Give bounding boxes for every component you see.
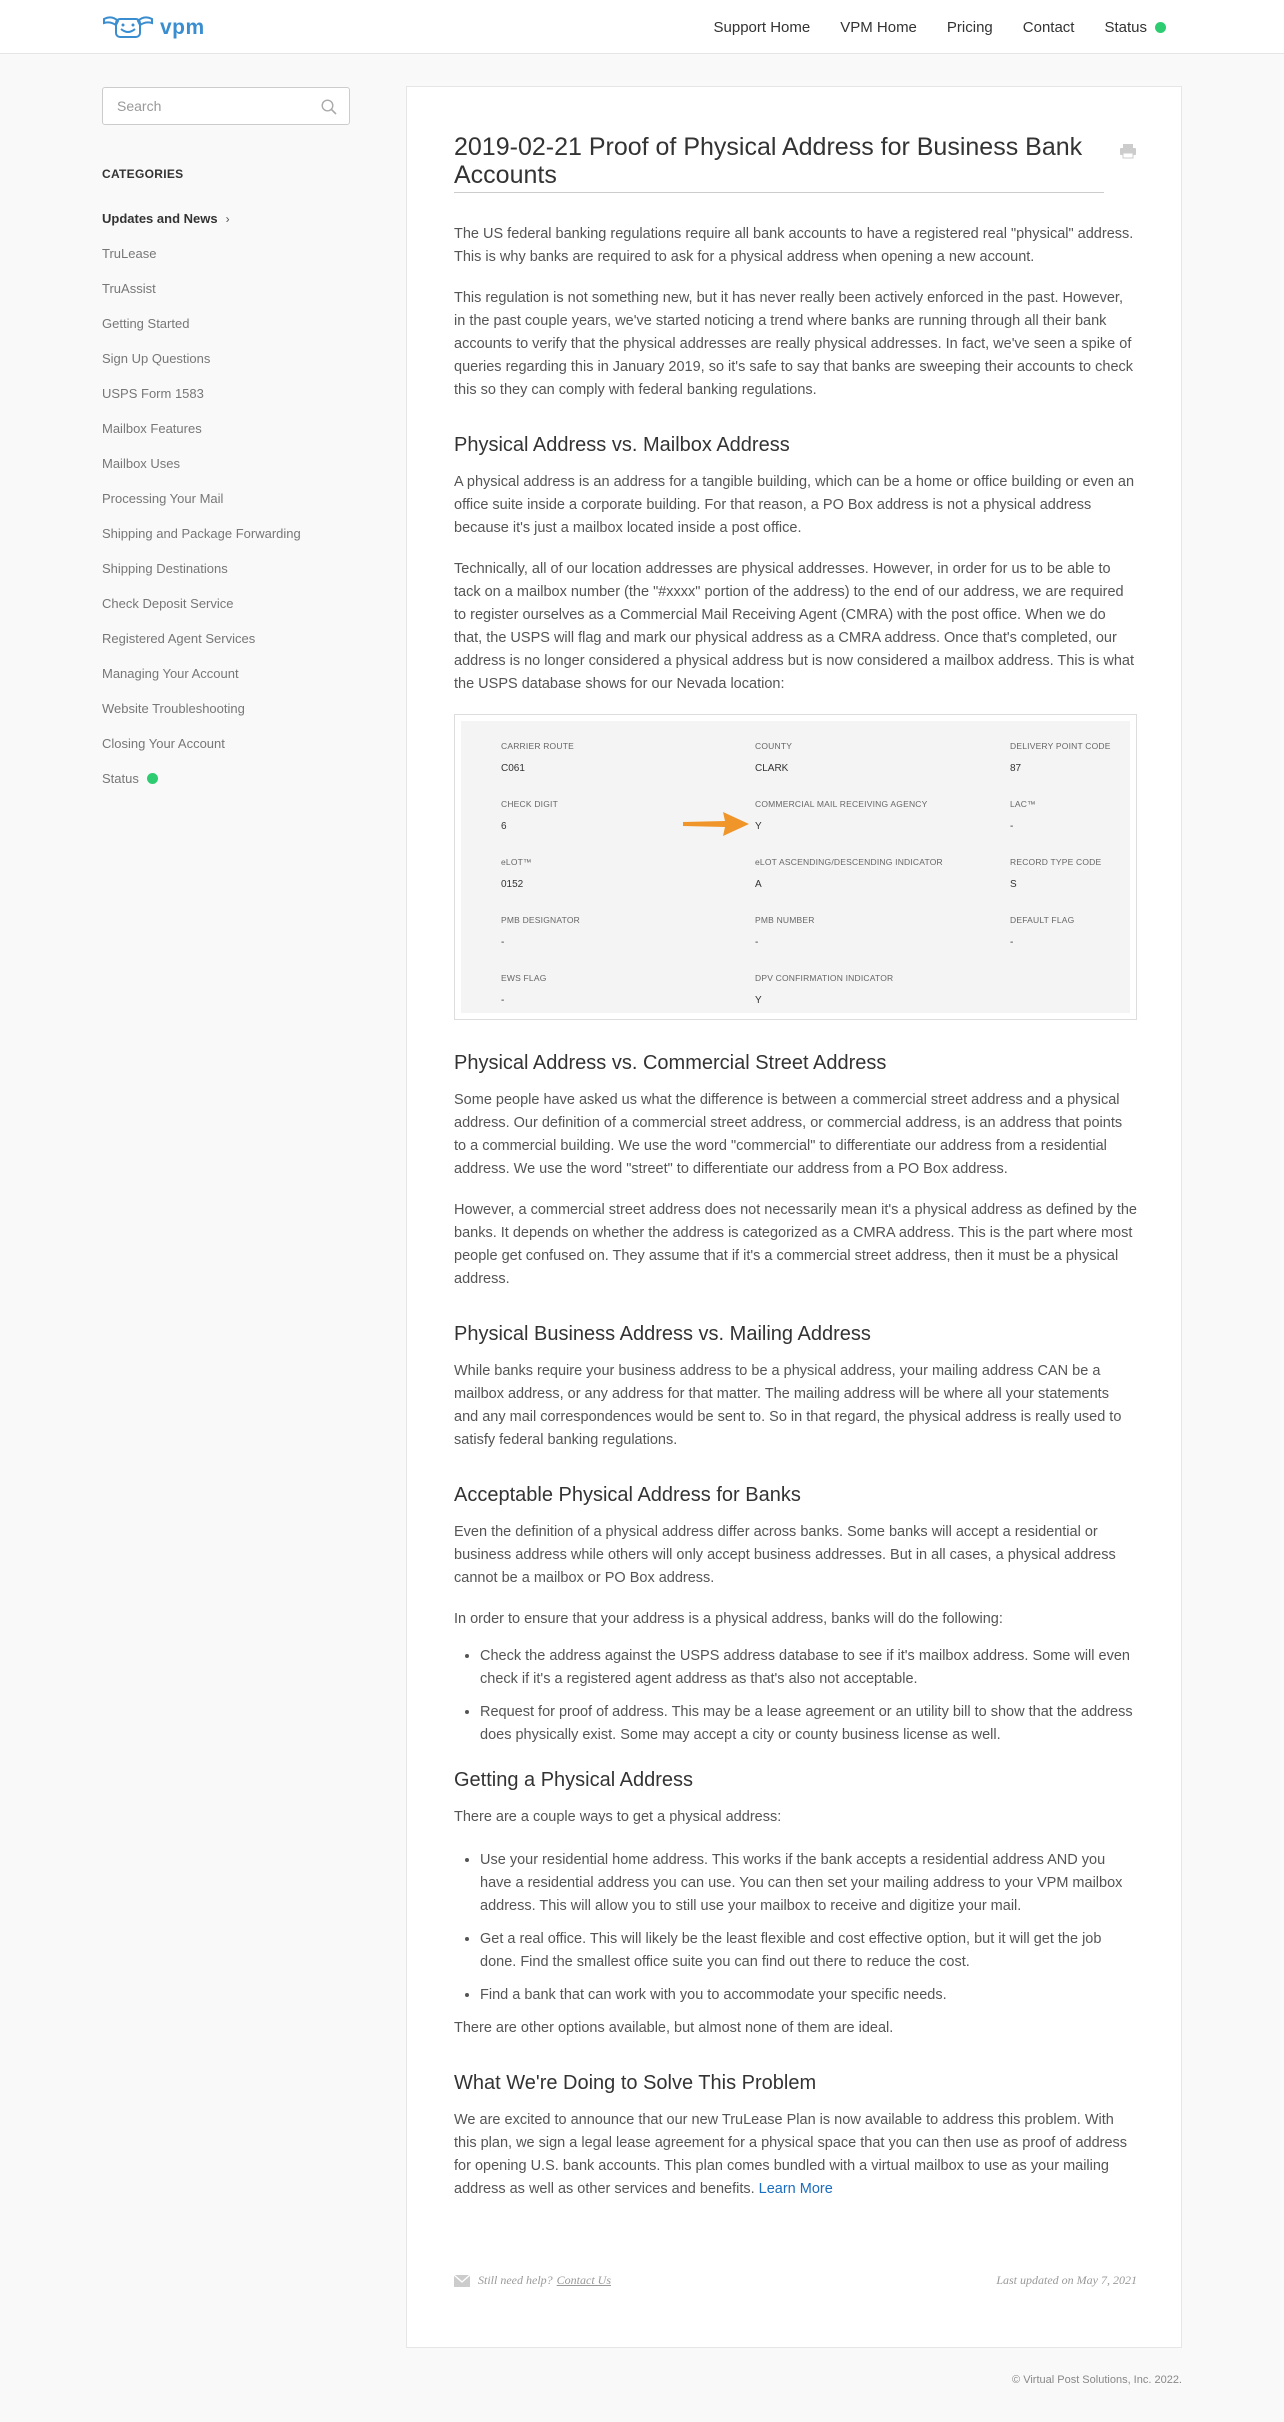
category-check-deposit-service[interactable]: Check Deposit Service — [102, 596, 234, 611]
nav-status-label: Status — [1104, 18, 1147, 36]
print-icon[interactable] — [1119, 143, 1137, 159]
category-managing-your-account[interactable]: Managing Your Account — [102, 666, 239, 681]
category-truassist[interactable]: TruAssist — [102, 281, 156, 296]
usps-field-label: LAC™ — [1010, 799, 1036, 809]
section-heading: Acceptable Physical Address for Banks — [454, 1484, 801, 1506]
usps-field — [501, 857, 532, 890]
chevron-right-icon: › — [225, 211, 230, 226]
usps-field-value: - — [755, 937, 759, 948]
usps-field-value: A — [755, 879, 762, 890]
envelope-icon — [454, 2275, 470, 2287]
category-trulease[interactable]: TruLease — [102, 246, 157, 261]
list-item: • Check the address against the USPS address database to see if it's mailbox address. Some will even check if it's a registered agent address as that's also not acceptable. — [480, 1645, 1137, 1691]
search-box — [102, 87, 350, 125]
flying-mailbox-logo-icon — [102, 13, 154, 43]
usps-field — [755, 857, 943, 890]
nav-contact[interactable]: Contact — [1022, 18, 1075, 36]
article-title: 2019-02-21 Proof of Physical Address for Business Bank Accounts — [454, 133, 1104, 193]
usps-field — [755, 741, 792, 774]
paragraph: Even the definition of a physical address differ across banks. Some banks will accept a residential or business address while others will only accept business addresses. But in all cases, a physical address cannot be a mailbox or PO Box address. — [454, 1524, 1116, 1586]
usps-field-label: DPV CONFIRMATION INDICATOR — [755, 973, 894, 983]
paragraph: The US federal banking regulations require all bank accounts to have a registered real "physical" address. This is why banks are required to ask for a physical address when opening a new account. — [454, 226, 1134, 265]
usps-field-value: 6 — [501, 821, 507, 832]
section-heading: Getting a Physical Address — [454, 1769, 694, 1791]
sidebar — [102, 87, 350, 796]
title-row — [454, 133, 1137, 193]
category-sign-up-questions[interactable]: Sign Up Questions — [102, 351, 211, 366]
paragraph-trulease — [454, 2109, 1137, 2201]
usps-field-value: 0152 — [501, 879, 524, 890]
bank-checks-list — [454, 1645, 1137, 1747]
section-heading: What We're Doing to Solve This Problem — [454, 2072, 817, 2094]
orange-arrow-icon — [681, 809, 751, 839]
category-mailbox-features[interactable]: Mailbox Features — [102, 421, 202, 436]
list-item: • Request for proof of address. This may be a lease agreement or an utility bill to show that the address does physically exist. Some may accept a city or county business license as well. — [480, 1701, 1137, 1747]
usps-field-label: DEFAULT FLAG — [1010, 915, 1075, 925]
usps-field-value: Y — [755, 995, 762, 1006]
section-heading: Physical Address vs. Mailbox Address — [454, 434, 790, 456]
usps-field — [501, 915, 580, 948]
usps-field-value: - — [1010, 821, 1014, 832]
usps-field — [501, 741, 574, 774]
status-indicator-icon — [1155, 22, 1166, 33]
usps-field-value: - — [501, 995, 505, 1006]
usps-field-label: COMMERCIAL MAIL RECEIVING AGENCY — [755, 799, 928, 809]
usps-field-value: C061 — [501, 763, 525, 774]
categories-title: CATEGORIES — [102, 167, 184, 181]
category-usps-form-1583[interactable]: USPS Form 1583 — [102, 386, 204, 401]
article-content — [454, 133, 1137, 2201]
section-heading: Physical Address vs. Commercial Street Address — [454, 1052, 887, 1074]
nav-status[interactable] — [1104, 19, 1166, 36]
category-shipping-and-package-forwarding[interactable]: Shipping and Package Forwarding — [102, 526, 301, 541]
usps-field-value: Y — [755, 821, 762, 832]
category-website-troubleshooting[interactable]: Website Troubleshooting — [102, 701, 245, 716]
article-body — [454, 223, 1137, 2201]
usps-field — [1010, 915, 1074, 948]
search-icon[interactable] — [321, 99, 337, 115]
article-card — [406, 86, 1182, 2348]
usps-field-label: PMB DESIGNATOR — [501, 915, 580, 925]
usps-field-value: CLARK — [755, 763, 789, 774]
usps-field-label: RECORD TYPE CODE — [1010, 857, 1102, 867]
usps-field — [1010, 741, 1111, 774]
usps-field — [1010, 799, 1036, 832]
nav-support-home[interactable]: Support Home — [713, 18, 811, 36]
nav-vpm-home[interactable]: VPM Home — [840, 18, 917, 36]
vpm-logo[interactable] — [102, 13, 205, 43]
usps-field — [755, 915, 815, 948]
usps-field — [1010, 857, 1101, 890]
paragraph: A physical address is an address for a tangible building, which can be a home or office building or even an office suite inside a corporate building. For that reason, a PO Box address is not a physical address because it's just a mailbox located inside a post office. — [454, 474, 1135, 536]
category-mailbox-uses[interactable]: Mailbox Uses — [102, 456, 181, 471]
usps-field-value: - — [501, 937, 505, 948]
category-label: Updates and News — [102, 211, 218, 226]
paragraph: There are a couple ways to get a physical address: — [454, 1809, 782, 1825]
paragraph: Some people have asked us what the difference is between a commercial street address and a physical address. Our definition of a commercial street address, or commercial address, is an address that points to a commercial building. We use the word "commercial" to differentiate our address from a residential address. We use the word "street" to differentiate our address from a PO Box address. — [454, 1092, 1123, 1177]
still-need-help-label: Still need help? — [478, 2273, 553, 2287]
search-input[interactable] — [103, 98, 303, 114]
category-processing-your-mail[interactable]: Processing Your Mail — [102, 491, 224, 506]
status-indicator-icon — [147, 773, 158, 784]
category-registered-agent-services[interactable]: Registered Agent Services — [102, 631, 256, 646]
category-closing-your-account[interactable]: Closing Your Account — [102, 736, 225, 751]
paragraph: Technically, all of our location addresses are physical addresses. However, in order for us to be able to tack on a mailbox number (the "#xxxx" portion of the address) to the end of our address, we are required to register ourselves as a Commercial Mail Receiving Agent (CMRA) with the post office. When we do that, the USPS will flag and mark our physical address as a CMRA address. Once that's completed, our address is no longer considered a physical address but is now considered a mailbox address. This is what the USPS database shows for our Nevada location: — [454, 561, 1134, 692]
contact-us-link[interactable]: Contact Us — [556, 2273, 611, 2287]
site-header — [0, 0, 1284, 54]
usps-field-label: PMB NUMBER — [755, 915, 815, 925]
usps-field-label: DELIVERY POINT CODE — [1010, 741, 1111, 751]
learn-more-link[interactable]: Learn More — [758, 2181, 833, 2197]
category-status[interactable] — [102, 761, 350, 796]
usps-record-table — [461, 721, 1130, 1013]
usps-field-label: CHECK DIGIT — [501, 799, 558, 809]
paragraph: However, a commercial street address does not necessarily mean it's a physical address as defined by the banks. It depends on whether the address is categorized as a CMRA address. This is the part where most people get confused on. They assume that if it's a commercial street address, then it must be a physical address. — [454, 1202, 1137, 1287]
usps-field-label: eLOT ASCENDING/DESCENDING INDICATOR — [755, 857, 943, 867]
category-label: Status — [102, 771, 139, 786]
category-getting-started[interactable]: Getting Started — [102, 316, 190, 331]
top-nav — [684, 0, 1167, 54]
category-shipping-destinations[interactable]: Shipping Destinations — [102, 561, 228, 576]
usps-field — [501, 973, 547, 1006]
paragraph: While banks require your business address to be a physical address, your mailing address CAN be a mailbox address, or any address for that matter. The mailing address will be where all your statements and any mail correspondences would be sent to. So in that regard, the physical address is really used to satisfy federal banking regulations. — [454, 1363, 1122, 1448]
copyright: © Virtual Post Solutions, Inc. 2022. — [1012, 2374, 1182, 2386]
last-updated: Last updated on May 7, 2021 — [996, 2273, 1137, 2287]
usps-field-label: EWS FLAG — [501, 973, 547, 983]
paragraph: There are other options available, but almost none of them are ideal. — [454, 2020, 894, 2036]
list-item: • Find a bank that can work with you to accommodate your specific needs. — [480, 1984, 1137, 2007]
usps-field — [755, 799, 928, 832]
usps-field-value: - — [1010, 937, 1014, 948]
category-updates-and-news[interactable] — [102, 201, 350, 236]
usps-database-screenshot — [454, 714, 1137, 1020]
options-list — [454, 1849, 1137, 2007]
logo-text: vpm — [160, 16, 205, 39]
paragraph-text: We are excited to announce that our new TruLease Plan is now available to address this problem. With this plan, we sign a legal lease agreement for a physical space that you can then use as proof of address for opening U.S. bank accounts. This plan comes bundled with a virtual mailbox to use as your mailing address as well as other services and benefits. — [454, 2112, 1128, 2197]
usps-field — [501, 799, 558, 832]
paragraph: In order to ensure that your address is a physical address, banks will do the following: — [454, 1611, 1003, 1627]
usps-field-value: S — [1010, 879, 1017, 890]
nav-pricing[interactable]: Pricing — [946, 18, 993, 36]
paragraph: This regulation is not something new, but it has never really been actively enforced in the past. However, in the past couple years, we've started noticing a trend where banks are running through all their bank accounts to verify that the physical addresses are really physical addresses. In fact, we've seen a spike of queries regarding this in January 2019, so it's safe to say that banks are sweeping their accounts to check this so they can comply with federal banking regulations. — [454, 290, 1134, 398]
still-need-help — [454, 2273, 611, 2288]
usps-field-label: CARRIER ROUTE — [501, 741, 574, 751]
list-item: • Get a real office. This will likely be the least flexible and cost effective option, but it will get the job done. Find the smallest office suite you can find out there to reduce the cost. — [480, 1928, 1137, 1974]
section-heading: Physical Business Address vs. Mailing Address — [454, 1323, 871, 1345]
usps-field — [755, 973, 893, 1006]
category-list — [102, 201, 350, 796]
usps-field-label: eLOT™ — [501, 857, 532, 867]
list-item: • Use your residential home address. This works if the bank accepts a residential address AND you have a residential address you can use. You can then set your mailing address to your VPM mailbox address. This will allow you to still use your mailbox to receive and digitize your mail. — [480, 1849, 1137, 1918]
article-footer — [454, 2273, 1137, 2293]
usps-field-label: COUNTY — [755, 741, 793, 751]
usps-field-value: 87 — [1010, 763, 1022, 774]
